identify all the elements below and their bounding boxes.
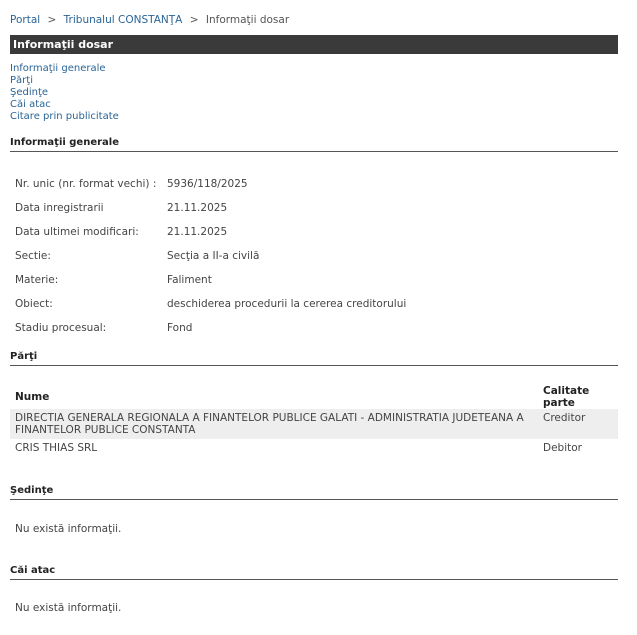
nav-link-parti[interactable]: Părţi [10,75,33,86]
info-row [15,244,406,268]
section-heading-general: Informaţii generale [10,137,618,152]
section-heading-parti: Părţi [10,351,618,366]
column-header-name: Nume [15,391,50,403]
breadcrumb-court-link[interactable]: Tribunalul CONSTANŢA [63,14,183,26]
breadcrumb [10,14,289,26]
party-role: Creditor [538,409,618,439]
cai-atac-empty-message: Nu există informaţii. [15,602,122,614]
party-name: DIRECTIA GENERALA REGIONALA A FINANTELOR PUBLICE GALATI - ADMINISTRATIA JUDETEANA A FINANTELOR PUBLICE CONSTANTA [10,409,538,439]
info-value: 5936/118/2025 [167,178,248,190]
info-row [15,196,406,220]
info-row [15,292,406,316]
column-header-calitate: Calitate parte [543,385,590,409]
info-value: Fond [167,322,193,334]
info-label: Obiect: [15,298,53,310]
parti-table [10,385,618,457]
section-nav [10,63,119,123]
party-name: CRIS THIAS SRL [15,442,98,454]
breadcrumb-current: Informaţii dosar [205,14,290,26]
info-label: Data ultimei modificari: [15,226,139,238]
general-info-table [15,172,406,340]
info-value: deschiderea procedurii la cererea creditorului [167,298,407,310]
nav-link-citare-publicitate[interactable]: Citare prin publicitate [10,111,119,122]
info-label: Data inregistrarii [15,202,104,214]
info-label: Sectie: [15,250,51,262]
page-title: Informaţii dosar [10,35,618,54]
table-row [10,409,618,439]
info-label: Nr. unic (nr. format vechi) : [15,178,157,190]
info-row [15,220,406,244]
breadcrumb-separator: > [47,14,57,26]
party-role: Debitor [543,442,582,454]
section-heading-cai-atac: Căi atac [10,565,618,580]
table-header-row [10,385,618,409]
info-row [15,268,406,292]
info-value: Faliment [167,274,212,286]
table-row [10,439,618,457]
info-value: Secţia a II-a civilă [167,250,260,262]
breadcrumb-portal-link[interactable]: Portal [10,14,41,26]
info-label: Stadiu procesual: [15,322,107,334]
info-label: Materie: [15,274,59,286]
nav-link-sedinte[interactable]: Şedinţe [10,87,49,98]
nav-link-informatii-generale[interactable]: Informaţii generale [10,63,106,74]
breadcrumb-separator: > [189,14,199,26]
info-value: 21.11.2025 [167,226,228,238]
info-row [15,172,406,196]
section-heading-sedinte: Şedinţe [10,485,618,500]
sedinte-empty-message: Nu există informaţii. [15,523,122,535]
info-row [15,316,406,340]
info-value: 21.11.2025 [167,202,228,214]
nav-link-cai-atac[interactable]: Căi atac [10,99,51,110]
